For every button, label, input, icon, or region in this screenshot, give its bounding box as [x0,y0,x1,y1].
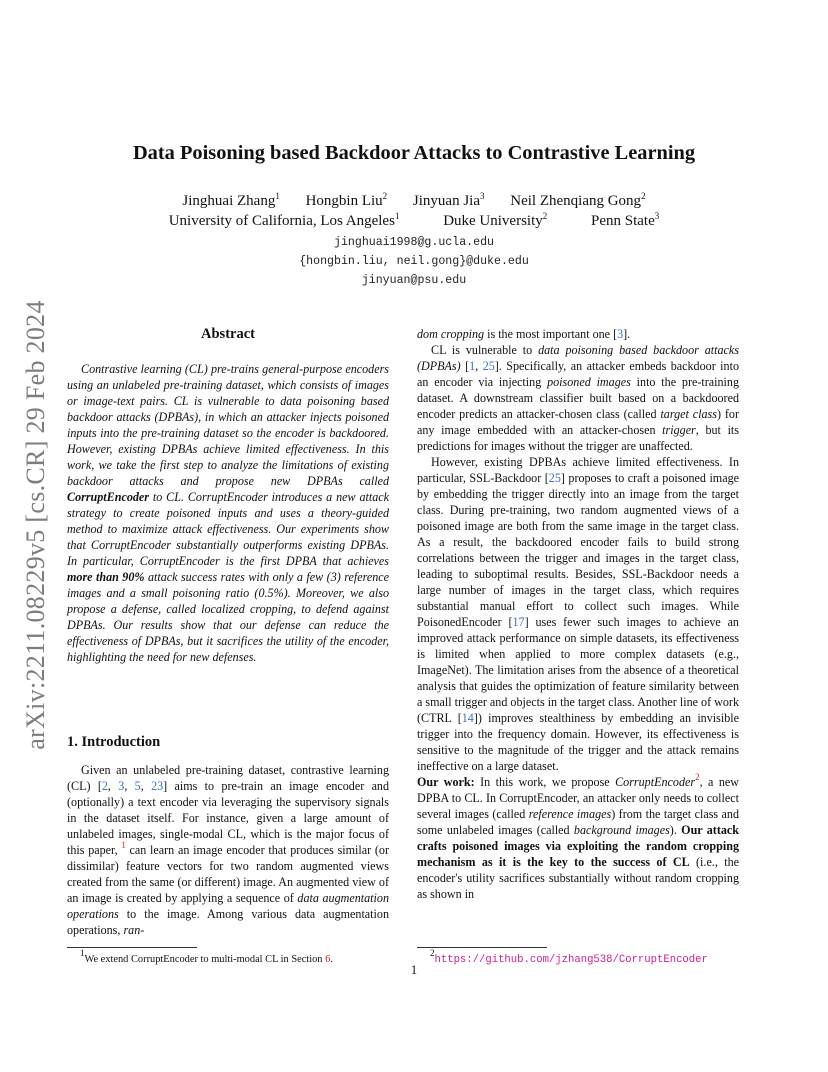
section-heading-introduction: 1. Introduction [67,734,161,750]
footnote-1-link[interactable]: 1 [121,840,126,850]
page-number: 1 [410,963,418,977]
arxiv-sidebar [14,290,58,760]
arxiv-identifier: arXiv:2211.08229v5 [cs.CR] 29 Feb 2024 [21,300,50,750]
affiliation: Duke University$^2$ [443,211,548,229]
citation-link[interactable]: 1 [469,359,476,373]
author: Hongbin Liu$^2$ [305,191,388,209]
intro-paragraph-2: CL is vulnerable to data poisoning based backdoor attacks (DPBAs) [1, 25]. Specifically, an attacker embeds backdoor into an encoder via injecting poisoned images into the pre-training dataset. A downstream classifier built based on a backdoored encoder predicts an attacker-chosen class (called target class) for any image embedded with an attacker-chosen trigger, but its predictions for images without the trigger are unaffected. [417,343,739,453]
author: Jinghuai Zhang$^1$ [182,191,280,209]
section-ref-link[interactable]: 6 [325,954,331,965]
intro-paragraph-1: Given an unlabeled pre-training dataset, contrastive learning (CL) [2, 3, 5, 23] aims to pre-train an image encoder and (optionally) a text encoder via leveraging the supervisory signals in the dataset itself. For instance, given a large amount of unlabeled images, single-modal CL, which is the major focus of this paper, $^1$ can learn an image encoder that produces similar (or dissimilar) feature vectors for two random augmented views created from the same (or different) image. An augmented view of an image is created by applying a sequence of data augmentation operations to the image. Among various data augmentation operations, ran- [67,763,390,937]
citation-link[interactable]: 23 [151,779,164,793]
citation-link[interactable]: 5 [134,779,141,793]
citation-link[interactable]: 25 [548,471,561,485]
email: jinghuai1998@g.ucla.edu [333,236,495,249]
citation-link[interactable]: 14 [461,711,474,725]
intro-paragraph-4: Our work: In this work, we propose CorruptEncoder$^2$, a new DPBA to CL. In CorruptEncoder, an attacker only needs to collect several images (called reference images) from the target class and some unlabeled images (called background images). Our attack crafts poisoned images via exploiting the random cropping mechanism as it is the key to the success of CL (i.e., the encoder's utility sacrifices substantially without random cropping as shown in [417,772,740,901]
author: Neil Zhenqiang Gong$^2$ [510,191,646,209]
citation-link[interactable]: 25 [482,359,495,373]
abstract-body: Contrastive learning (CL) pre-trains general-purpose encoders using an unlabeled pre-training dataset, which consists of images or image-text pairs. CL is vulnerable to data poisoning based backdoor attacks (DPBAs), in which an attacker injects poisoned inputs into the pre-training dataset so the encoder is backdoored. However, existing DPBAs achieve limited effectiveness. In this work, we take the first step to analyze the limitations of existing backdoor attacks and propose new DPBAs called CorruptEncoder to CL. CorruptEncoder introduces a new attack strategy to create poisoned inputs and uses a theory-guided method to maximize attack effectiveness. Our experiments show that CorruptEncoder substantially outperforms existing DPBAs. In particular, CorruptEncoder is the first DPBA that achieves more than 90% attack success rates with only a few (3) reference images and a small poisoning ratio (0.5%). Moreover, we also propose a defense, called localized cropping, to defend against DPBAs. Our results show that our defense can reduce the effectiveness of DPBAs, but it sacrifices the utility of the encoder, highlighting the need for new defenses. [67,362,389,664]
right-column [417,326,739,902]
footnote-2-link[interactable]: 2 [695,772,700,782]
abstract-heading: Abstract [201,326,255,342]
email: {hongbin.liu, neil.gong}@duke.edu [299,255,529,268]
intro-paragraph-1-cont: dom cropping is the most important one [3]. [417,327,631,341]
affiliation: Penn State$^3$ [591,211,660,229]
footnote-rule [67,947,197,948]
footnote-1: $^1$We extend CorruptEncoder to multi-modal CL in Section 6. [80,948,333,965]
intro-paragraph-3: However, existing DPBAs achieve limited effectiveness. In particular, SSL-Backdoor [25] proposes to craft a poisoned image by embedding the trigger directly into an image from the target class. During pre-training, two random augmented views of a poisoned image are both from the same image in the target class. As a result, the backdoored encoder fails to build strong correlations between the trigger and images in the target class, leading to suboptimal results. Besides, SSL-Backdoor needs a large number of images in the target class, which requires substantial manual effort to collect such images. While PoisonedEncoder [17] uses fewer such images to achieve an improved attack performance on simple datasets, its effectiveness is limited when applied to more complex datasets (e.g., ImageNet). The limitation arises from the absence of a theoretical analysis that guides the optimization of feature similarity between a small trigger and objects in the target class. Another line of work (CTRL [14]) improves stealthiness by embedding an invisible trigger into the frequency domain. However, its effectiveness is sensitive to the magnitude of the trigger and the attack remains ineffective on a large dataset. [417,455,739,773]
affiliation-list [0,213,828,230]
author-list [0,193,828,210]
github-url-link[interactable]: https://github.com/jzhang538/CorruptEncoder [434,954,708,966]
citation-link[interactable]: 2 [101,779,108,793]
citation-link[interactable]: 3 [118,779,125,793]
author: Jinyuan Jia$^3$ [412,191,485,209]
footnote-2: $^2$https://github.com/jzhang538/CorruptEncoder [430,948,708,966]
affiliation: University of California, Los Angeles$^1$ [168,211,400,229]
citation-link[interactable]: 17 [512,615,525,629]
paper-title: Data Poisoning based Backdoor Attacks to Contrastive Learning [132,142,696,164]
citation-link[interactable]: 3 [617,327,624,341]
email: jinyuan@psu.edu [361,274,467,287]
footnote-rule [417,947,547,948]
